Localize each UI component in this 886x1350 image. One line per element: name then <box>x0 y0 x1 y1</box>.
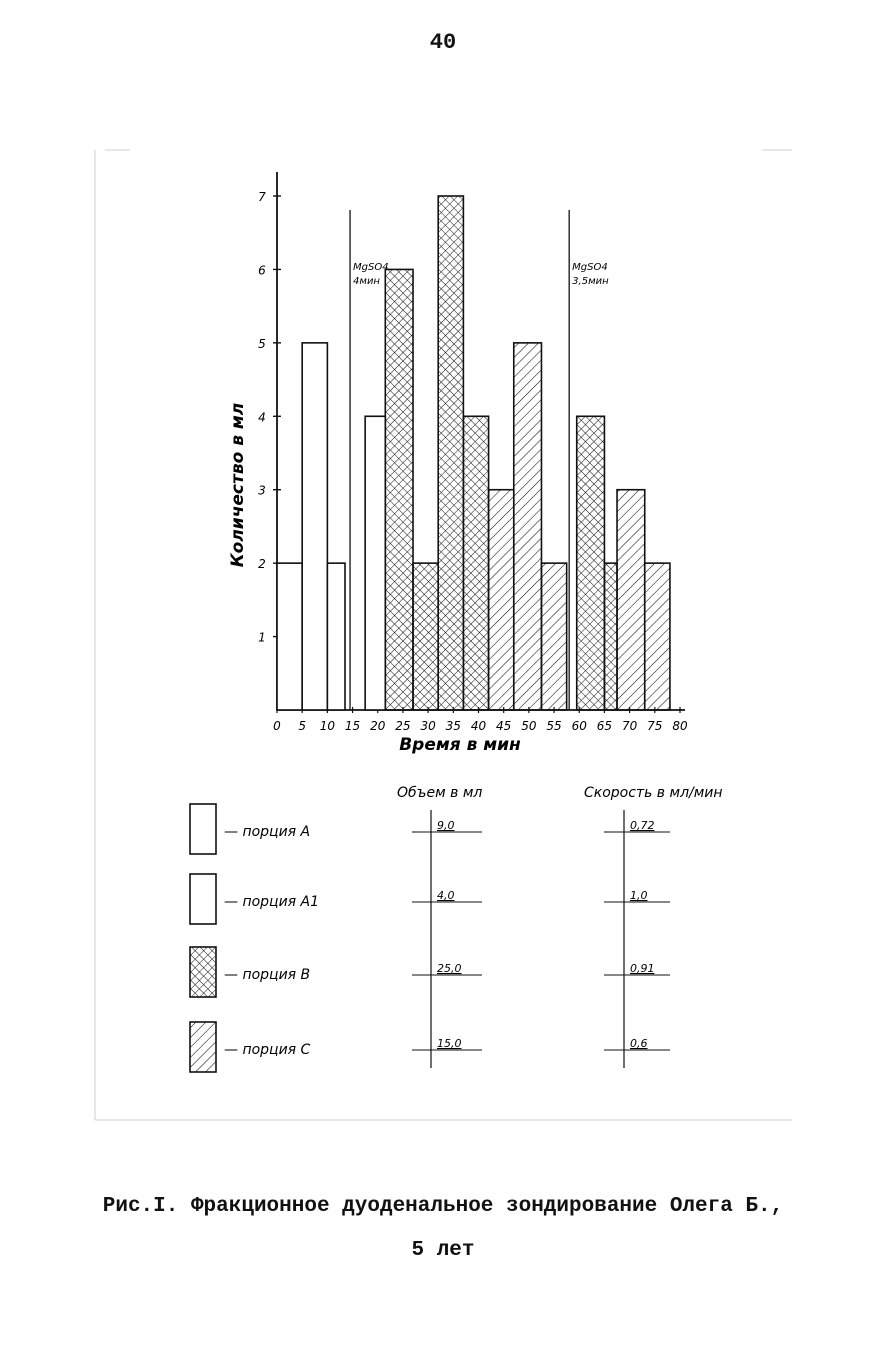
volume-value: 25,0 <box>437 962 462 975</box>
legend-label: — порция A1 <box>224 894 320 910</box>
x-tick-label: 25 <box>395 719 411 733</box>
bar <box>604 563 617 710</box>
x-tick-label: 45 <box>496 719 512 733</box>
x-tick-label: 55 <box>546 719 562 733</box>
figure-caption <box>0 1185 886 1273</box>
x-tick-label: 75 <box>647 719 663 733</box>
y-tick-label: 7 <box>258 190 266 204</box>
y-axis-label: Количество в мл <box>228 402 248 568</box>
bar <box>365 416 385 710</box>
x-tick-label: 20 <box>370 719 386 733</box>
legend-label: — порция A <box>224 824 311 840</box>
caption-line-1: Рис.I. Фракционное дуоденальное зондирование Олега Б., <box>102 1195 784 1218</box>
bar <box>463 416 488 710</box>
x-tick-label: 80 <box>672 719 688 733</box>
y-tick-label: 4 <box>258 410 266 425</box>
marker-label-line-2: 3,5мин <box>572 276 609 287</box>
volume-header: Объем в мл <box>397 785 483 801</box>
bar <box>438 196 463 710</box>
speed-value: 0,72 <box>630 819 655 832</box>
marker-label-line-2: 4мин <box>353 276 380 287</box>
legend-rows <box>190 804 670 1072</box>
marker-label-line-1: MgSO4 <box>353 262 389 273</box>
x-tick-label: 60 <box>571 719 587 733</box>
bar <box>302 343 327 710</box>
volume-value: 4,0 <box>437 889 455 902</box>
legend-swatch <box>190 804 216 854</box>
volume-value: 9,0 <box>437 819 455 832</box>
y-tick-label: 3 <box>258 483 266 498</box>
bar <box>327 563 345 710</box>
y-tick-label: 6 <box>258 263 266 278</box>
legend-swatch <box>190 947 216 997</box>
x-tick-label: 5 <box>298 719 307 733</box>
bars-group <box>277 196 670 710</box>
y-tick-label: 1 <box>258 630 266 645</box>
legend-label: — порция C <box>224 1042 311 1058</box>
bar <box>514 343 542 710</box>
speed-header: Скорость в мл/мин <box>584 785 723 801</box>
bar <box>541 563 566 710</box>
x-tick-label: 15 <box>344 719 361 733</box>
x-tick-label: 35 <box>445 719 461 733</box>
bar <box>277 563 302 710</box>
bar <box>413 563 438 710</box>
speed-value: 1,0 <box>630 889 648 902</box>
x-tick-label: 40 <box>470 719 487 733</box>
caption-line-2: 5 лет <box>411 1239 475 1262</box>
y-tick-label: 5 <box>258 336 266 351</box>
x-tick-label: 50 <box>521 719 537 733</box>
x-tick-label: 10 <box>319 719 336 733</box>
y-tick-label: 2 <box>258 557 266 572</box>
x-axis-label: Время в мин <box>399 735 521 755</box>
x-tick-label: 30 <box>420 719 436 733</box>
speed-value: 0,6 <box>630 1037 648 1050</box>
bar <box>385 269 413 710</box>
x-tick-label: 0 <box>273 719 281 733</box>
volume-value: 15,0 <box>437 1037 462 1050</box>
x-tick-label: 65 <box>596 719 613 733</box>
bar <box>577 416 605 710</box>
bar <box>645 563 670 710</box>
speed-value: 0,91 <box>630 962 655 975</box>
x-tick-label: 70 <box>621 719 638 733</box>
page-number: 40 <box>429 30 457 55</box>
marker-label-line-1: MgSO4 <box>572 262 608 273</box>
bar <box>617 490 645 710</box>
legend-label: — порция B <box>224 967 311 983</box>
bar <box>489 490 514 710</box>
x-tick-group <box>273 707 688 733</box>
legend-swatch <box>190 1022 216 1072</box>
legend-swatch <box>190 874 216 924</box>
